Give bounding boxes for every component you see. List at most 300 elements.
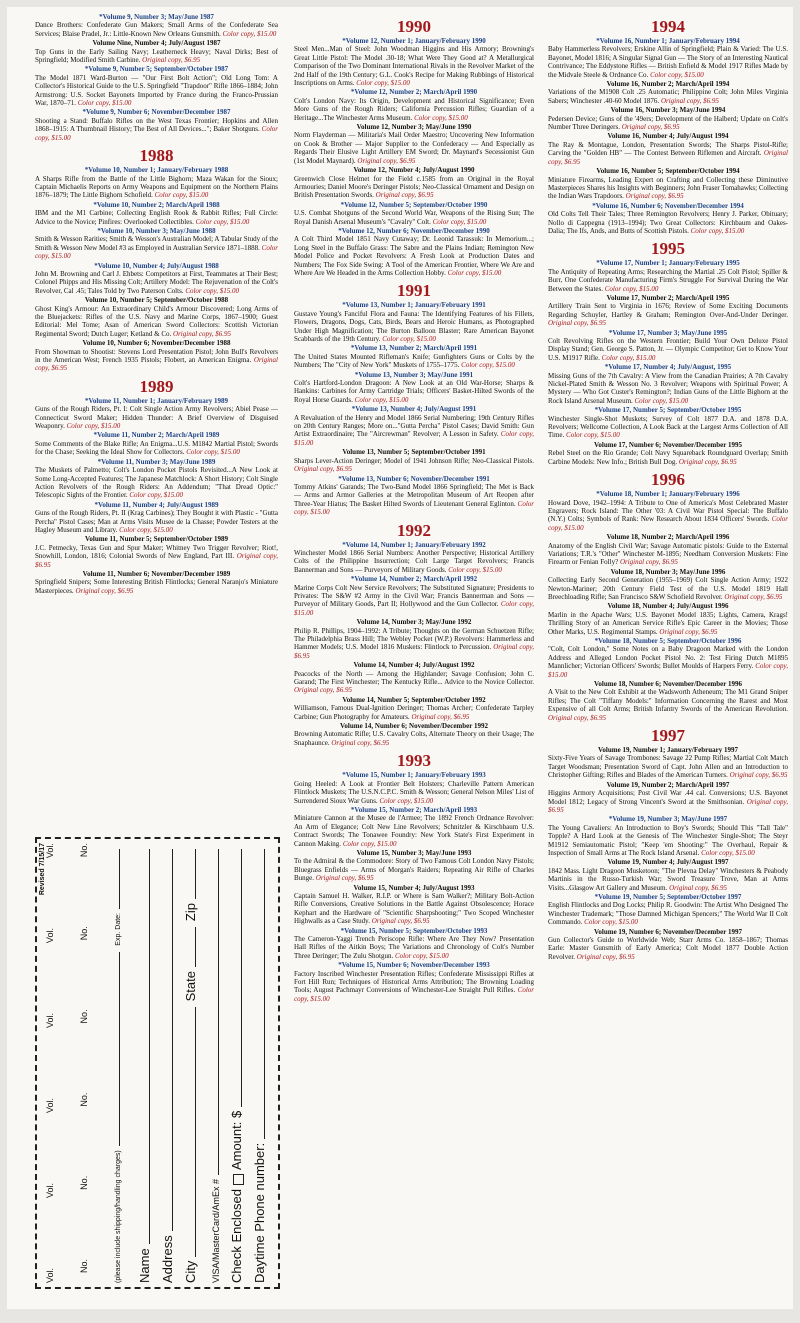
issue-entry — [294, 123, 534, 165]
copy-price: Original copy, $6.95 — [315, 874, 374, 883]
issue-heading: *Volume 9, Number 5; September/October 1987 — [84, 65, 229, 74]
name-field[interactable] — [135, 849, 150, 1244]
issue-contents — [294, 310, 534, 344]
copy-price: Color copy, $15.00 — [185, 286, 239, 295]
copy-price: Original copy, $6.95 — [142, 56, 201, 65]
issue-entry — [294, 201, 534, 226]
issue-heading: Volume 11, Number 5; September/October 1989 — [85, 535, 228, 544]
issue-contents — [548, 688, 788, 722]
copy-price: Original copy, $6.95 — [294, 643, 534, 660]
issue-contents — [294, 814, 534, 848]
issue-articles: Miniature Firearms, Leading Expert on Crafting and Collecting these Diminutive Masterpieces Shares his Insights with Beginners; John Fraser Tomahawks; Collecting the Indian Wars Trapdoors. — [548, 175, 788, 201]
copy-price: Original copy, $6.95 — [331, 738, 390, 747]
copy-price: Color copy, $15.00 — [186, 448, 240, 457]
issue-contents — [548, 824, 788, 858]
copy-price: Original copy, $6.95 — [375, 191, 434, 200]
state-label: State — [182, 971, 198, 1002]
issue-entry — [548, 602, 788, 636]
vol-no-rows — [45, 843, 89, 1283]
copy-price: Original copy, $6.95 — [678, 457, 737, 466]
issue-entry — [294, 541, 534, 575]
issue-entry — [294, 927, 534, 961]
copy-price: Color copy, $15.00 — [129, 491, 184, 500]
issue-contents — [548, 867, 788, 892]
issue-contents — [548, 372, 788, 406]
issue-articles: J.C. Petmecky, Texas Gun and Spur Maker; Whitney Two Trigger Revolver; Riot!, Snowhill, London, 1816; Colonial Swords of New England, Part III. — [35, 543, 278, 561]
issue-heading: Volume 14, Number 3; May/June 1992 — [356, 618, 472, 627]
issue-articles: Colt's Hartford-London Dragoon: A New Look at an Old War-Horse; Sharps & Hankins: Carbines for Army Cartridge Trials; Officers' Basket-Hilted Swords of the Royal Horse Guards. — [294, 379, 534, 404]
issue-contents — [35, 270, 278, 295]
issue-articles: Artillery Train Sent to Virginia in 1676; Review of Some Exciting Documents Regarding Schuyler, Hartley & Graham; Remington Over-And-Under Deringer. — [548, 302, 788, 319]
issue-articles: Captain Samuel H. Walker, R.I.P. or Where is Sam Walker?; Military Bolt-Action Rifle Conversions, Creative Solutions in the Battle Against Obsolescence; Horace Kephart and the Hardware of "Scientific Sharpshooting;" Two Scoped Winchester Highwalls as a Case Study. — [294, 891, 534, 926]
vol-label: Vol. — [44, 1013, 55, 1029]
issue-articles: Missing Guns of the 7th Cavalry: A View from the Canadian Prairies; A 7th Cavalry Nickel-Plated Smith & Wesson No. 3 Revolver; Weapons with Spiritual Power; A Mystery — Who Got Custer's Remington?; Indian Guns of the Little Bighorn at the Rock Island Arsenal Museum. — [548, 371, 788, 405]
issue-articles: Miniature Cannon at the Musee de l'Armee; The 1892 French Ordnance Revolver: An Arm of Elegance; Colt New Line Revolvers; Schnitzler & Kirschbaum U.S. Contract Swords; The Tonawee Foundry: New York State's First Experiment in Cannon Making. — [294, 814, 534, 848]
issue-heading: *Volume 17, Number 3; May/June 1995 — [608, 328, 728, 337]
copy-price: Color copy, $15.00 — [448, 565, 502, 574]
order-note: (please include shipping/handling charges) — [114, 1150, 122, 1283]
issue-entry — [294, 884, 534, 926]
copy-price: Original copy, $6.95 — [621, 123, 680, 132]
issue-articles: Springfield Snipers; Some Interesting British Flintlocks; General Naranjo's Miniature Masterpieces. — [35, 578, 278, 595]
copy-price: Original copy, $6.95 — [357, 156, 416, 165]
issue-heading: Volume 14, Number 5; September/October 1992 — [342, 695, 486, 704]
issue-articles: Variations of the M1908 Colt .25 Automatic; Philippine Colt; John Miles Virginia Sabers; Winchester .40-60 Model 1876. — [548, 88, 788, 105]
issue-contents — [294, 353, 534, 370]
issue-articles: Guns of the Rough Riders, Pt. I: Colt Single Action Army Revolvers; Abiel Pease — Connecticut Sword Maker; Hidden Thunder: A Brief Overview of Disguised Weaponry. — [35, 405, 278, 431]
issue-entry — [548, 132, 788, 166]
issue-articles: 1842 Mass. Light Dragoon Musketoon; "The Plevna Delay" Winchesters & Peabody Martinis in the Russo-Turkish War; Sword Treasure Trove, Man at Arms Visits...Glasgow Art Gallery and Museum. — [548, 866, 788, 892]
issue-entry — [294, 696, 534, 721]
issue-heading: *Volume 14, Number 1; January/February 1992 — [342, 540, 486, 549]
issue-heading: Volume 16, Number 5; September/October 1994 — [596, 167, 740, 176]
issue-articles: A Revaluation of the Henry and Model 1866 Serial Numbering; 19th Century Rifles on 20th Century Ranges; More on..."Gutta Percha" Pistol Cases; David Smith: Gun Artist Extraordinaire; The "Aircrewman" Revolver; A Lesson in Safety. — [294, 413, 534, 439]
city-field[interactable] — [181, 1007, 196, 1256]
copy-price: Color copy, $15.00 — [701, 848, 755, 857]
issue-contents — [35, 175, 278, 200]
no-label: No. — [78, 1258, 89, 1273]
issue-articles: Guns of the Rough Riders, Pt. II (Krag Carbines); They Bought it with Plastic - "Gutta Percha" Pistol Cases; Man at Arms Visits Musee de la Chasse; Powder Testers at the Hagley Museum and Library. — [35, 509, 278, 534]
issue-heading: *Volume 13, Number 4; July/August 1991 — [351, 405, 477, 414]
year-heading: 1993 — [397, 751, 431, 771]
issue-heading: *Volume 10, Number 3; May/June 1988 — [97, 226, 216, 235]
copy-price: Original copy, $6.95 — [724, 592, 783, 601]
issue-articles: The United States Mounted Rifleman's Knife; Gunfighters Guns or Colts by the Numbers; The "City of New York" Muskets of 1755–1775. — [294, 352, 534, 370]
issue-articles: Browning Automatic Rifle; U.S. Cavalry Colts, Alternate Theory on their Usage; The Snaphaunce. — [294, 730, 534, 747]
year-heading: 1992 — [397, 520, 431, 540]
issue-articles: A Visit to the New Colt Exhibit at the Wadsworth Atheneum; The M1 Grand Sniper Rifles; The Colt "Tiffany Models:" Information Concerning the Rarest and Most Expensive of all Colt Arms; British Infantry Swords of the American Revolution. — [548, 688, 788, 714]
issue-contents — [294, 970, 534, 1004]
issue-entry — [294, 166, 534, 200]
copy-price: Color copy, $15.00 — [604, 284, 659, 293]
phone-label: Daytime Phone number: — [251, 1142, 267, 1283]
issue-contents — [294, 209, 534, 226]
exp-date-field[interactable] — [105, 849, 120, 909]
issue-heading: *Volume 12, Number 6; November/December 1990 — [338, 226, 490, 235]
issue-articles: Shooting a Stand: Buffalo Rifles on the West Texas Frontier; Hopkins and Allen 1868–1915: A Thumbnail History; The Best of All Devices..."; Baker Shotguns. — [35, 116, 278, 134]
issue-entry — [548, 441, 788, 466]
copy-price: Color copy, $15.00 — [294, 499, 534, 517]
issue-contents — [294, 175, 534, 200]
issue-contents — [35, 235, 278, 260]
issue-contents — [35, 74, 278, 108]
issue-heading: *Volume 19, Number 3; May/June 1997 — [608, 815, 728, 824]
address-field[interactable] — [158, 849, 173, 1231]
issue-heading: Volume 19, Number 1; January/February 1997 — [598, 746, 738, 755]
issue-articles: Dance Brothers: Confederate Gun Makers; Small Arms of the Confederate Sea Services; Blaise Pradel, Jr.: Little-Known New Orleans Gunsmith. — [35, 21, 278, 38]
issue-entry — [548, 329, 788, 363]
issue-contents — [294, 379, 534, 404]
issue-contents — [35, 405, 278, 430]
copy-price: Color copy, $15.00 — [548, 515, 788, 532]
issue-entry — [35, 201, 278, 226]
name-label: Name — [136, 1248, 152, 1283]
issue-heading: *Volume 15, Number 5; September/October 1993 — [340, 926, 488, 935]
issue-articles: English Flintlocks and Dog Locks; Philip R. Goodwin: The Artist Who Designed The Winchester Trademark; "Those Damned Michigan Spencers;" The World War II Colt Commando. — [548, 901, 788, 927]
issue-articles: The Cameron-Yaggi Trench Periscope Rifle: Where Are They Now? Presentation Hall Rifles of the Aitkin Boys; The Variations and Chronology of Colt's Number Three Deringer; The Zulu Shotgun. — [294, 935, 534, 960]
issue-articles: John M. Browning and Carl J. Ehbets: Competitors at First, Teammates at Their Best; Colonel Phipps and His Missing Colt; Artillery Model: The Rejuvenation of the Colt's Revolver, Cal .45; Tales Told by Two Paterson Colts. — [35, 269, 278, 295]
issue-contents — [548, 210, 788, 235]
issue-heading: *Volume 17, Number 1; January/February 1995 — [596, 259, 740, 268]
issue-articles: Gun Collector's Guide to Worldwide Web; Starr Arms Co. 1858–1867; Thomas Earle: Master Gunsmith of Early America; Colt Model 1877 Double Action Revolver. — [548, 936, 788, 961]
issue-contents — [35, 21, 278, 38]
issue-contents — [548, 268, 788, 293]
issue-entry — [35, 108, 278, 142]
issue-heading: *Volume 10, Number 4; July/August 1988 — [94, 261, 219, 270]
issue-articles: Winchester Single-Shot Muskets; Survey of Colt 1877 D.A. and 1878 D.A. Revolvers; Wellcome Collection, A Look Back at the Largest Arms Collection of All Time. — [548, 414, 788, 440]
check-enclosed-label: Check Enclosed — [228, 1189, 244, 1283]
issue-articles: The Young Cavaliers: An Introduction to Boy's Swords; Should This "Tall Tale" Topple? A Hard Look at the Genesis of The Winchester Single-Shot; The Steyr M1912 Semiautomatic Pistol; "Keep 'em Shooting:" The Overhaul, Repair & Inspection of Small Arms at The Rock Island Arsenal. — [548, 823, 788, 857]
issue-entry — [35, 501, 278, 535]
issue-heading: *Volume 15, Number 6; November/December 1993 — [338, 961, 490, 970]
issue-entry — [548, 815, 788, 857]
zip-label: Zip — [182, 903, 198, 922]
issue-heading: Volume 10, Number 6; November/December 1988 — [82, 339, 231, 348]
issue-heading: *Volume 11, Number 3; May/June 1989 — [97, 457, 216, 466]
issue-entry — [294, 806, 534, 848]
issue-contents — [548, 576, 788, 601]
issue-entry — [294, 448, 534, 473]
vol-label: Vol. — [44, 1098, 55, 1114]
issue-heading: *Volume 12, Number 5; September/October 1990 — [340, 200, 488, 209]
issue-contents — [294, 857, 534, 882]
copy-price: Color copy, $15.00 — [394, 951, 449, 960]
issue-contents — [294, 414, 534, 448]
issue-entry — [294, 37, 534, 87]
issue-contents — [548, 302, 788, 327]
issue-heading: *Volume 13, Number 1; January/February 1991 — [342, 301, 486, 310]
issue-articles: The Model 1871 Ward-Burton — "Our First Bolt Action"; Old Long Tom: A Collector's Historical Guide to the U.S. Springfield "Trapdoor" Rifle 1866–1884; John Armstrong: U.S. Socket Bayonets Imported by France during the Franco-Prussian War, 1870–71. — [35, 73, 278, 108]
issue-contents — [35, 440, 278, 457]
copy-price: Original copy, $6.95 — [371, 917, 430, 926]
issue-heading: Volume 16, Number 4; July/August 1994 — [607, 132, 729, 141]
issue-contents — [548, 542, 788, 567]
issue-entry — [35, 296, 278, 338]
issue-entry — [294, 849, 534, 883]
issue-entry — [548, 363, 788, 405]
issue-contents — [294, 780, 534, 805]
amount-label: Amount: $ — [228, 1110, 244, 1171]
issue-heading: *Volume 18, Number 5; September/October 1996 — [594, 637, 742, 645]
issue-articles: Colt Revolving Rifles on the Western Frontier; Build Your Own Deluxe Pistol Display Stand; Gen. George S. Patton, Jr. — Olympic Competitor; Get to Know Your U.S. M1917 Rifle. — [548, 337, 788, 362]
issue-contents — [294, 627, 534, 661]
copy-price: Color copy, $15.00 — [601, 353, 656, 362]
year-heading: 1994 — [651, 17, 685, 36]
issue-heading: Volume 12, Number 3; May/June 1990 — [356, 123, 472, 132]
issue-entry — [548, 781, 788, 815]
year-heading: 1989 — [139, 376, 174, 396]
issue-entry — [548, 106, 788, 131]
copy-price: Original copy, $6.95 — [659, 627, 718, 636]
issue-heading: *Volume 11, Number 1; January/February 1989 — [84, 396, 229, 405]
issue-heading: Volume 17, Number 6; November/December 1995 — [593, 440, 742, 449]
issue-heading: *Volume 9, Number 6; November/December 1987 — [82, 108, 231, 117]
issue-contents — [548, 645, 788, 679]
issue-heading: Volume 10, Number 5; September/October 1988 — [84, 296, 229, 305]
issue-entry — [35, 13, 278, 38]
issue-articles: Philip R. Phillips, 1904–1992: A Tribute; Thoughts on the German Schuetzen Rifle; The Philadelphia Brass Hill; The Webley Pocket (W.P.) Revolvers: Hammerless and Hammer Models; U.S. Model 1816 Muskets: Flintlock to Percussion. — [294, 626, 534, 652]
copy-price: Color copy, $15.00 — [414, 113, 468, 122]
issue-contents — [294, 131, 534, 165]
amount-field[interactable] — [227, 849, 242, 1107]
copy-price: Original copy, $6.95 — [548, 149, 788, 166]
issue-entry — [294, 618, 534, 660]
issue-heading: Volume 19, Number 2; March/April 1997 — [606, 780, 730, 789]
copy-price: Color copy, $15.00 — [195, 217, 250, 226]
zip-field[interactable] — [181, 849, 196, 899]
issue-heading: Volume 19, Number 6; November/December 1997 — [593, 927, 742, 936]
issue-contents — [548, 176, 788, 201]
issue-contents — [35, 509, 278, 534]
issue-entry — [548, 490, 788, 532]
issue-heading: Volume Nine, Number 4; July/August 1987 — [92, 39, 221, 48]
issue-heading: *Volume 15, Number 2; March/April 1993 — [350, 805, 478, 814]
issue-contents — [35, 466, 278, 500]
issue-heading: *Volume 17, Number 5; September/October 1995 — [594, 406, 742, 415]
copy-price: Color copy, $15.00 — [356, 79, 410, 88]
issue-heading: *Volume 9, Number 3; May/June 1987 — [99, 13, 214, 21]
issue-articles: To the Admiral & the Commodore: Story of Two Famous Colt London Navy Pistols; Bluegrass Enfields — Arms of Morgan's Raiders; Repeating Air Rifle of Charles Bunge. — [294, 857, 534, 883]
issue-contents — [548, 45, 788, 79]
copy-price: Color copy, $15.00 — [634, 396, 689, 405]
issue-contents — [548, 901, 788, 926]
order-form — [35, 837, 280, 1289]
issue-articles: A Colt Third Model 1851 Navy Cutaway; Dr. Leonid Tarassuk: In Memorium...; Long Steel in the Buffalo Grass: The Sabre and the Plains Indian; Remington New Model Police and Pocket Revolvers: A Fresh Look at Production Dates and Numbers; The Fox Side Swing: A Tool of the American Frontier, Where We Are and Where Are We Headed in the Arms Collection Hobby. — [294, 235, 534, 277]
issue-articles: Collecting Early Second Generation (1955–1969) Colt Single Action Army; 1922 Newton-Mariner; 20th Century Field Test of the U.S. Model 1819 Hall Breechloading Rifle; San Francisco S&W Schofield Revolver. — [548, 576, 788, 601]
catalog-column-3 — [548, 13, 788, 1299]
issue-heading: Volume 18, Number 3; May/June 1996 — [610, 567, 726, 576]
issue-articles: Some Comments of the Blake Rifle; An Enigma...U.S. M1842 Martial Pistol; Swords for the Chase; Seeking the Ideal Show for Collectors. — [35, 439, 278, 457]
copy-price: Original copy, $6.95 — [548, 713, 606, 722]
check-enclosed-checkbox[interactable] — [233, 1174, 244, 1185]
issue-contents — [35, 578, 278, 595]
issue-heading: Volume 14, Number 4; July/August 1992 — [353, 661, 475, 670]
issue-heading: *Volume 17, Number 4; July/August, 1995 — [604, 363, 732, 372]
copy-price: Original copy, $6.95 — [411, 712, 470, 721]
issue-entry — [548, 858, 788, 892]
issue-articles: "Colt, Colt London," Some Notes on a Baby Dragoon Marked with the London Address and Alleged London Pocket Pistol No. 2: Test Firing Dutch M1895 Mannlicher; Victorian Officers' Swords; Bullet Moulds of Harpers Ferry. — [548, 645, 788, 671]
issue-entry — [35, 397, 278, 431]
issue-contents — [548, 499, 788, 533]
issue-entry — [294, 475, 534, 517]
issue-articles: IBM and the M1 Carbine; Collecting English Rook & Rabbit Rifles; Full Circle: Advice to the Novice; Pinfires: Overlooked Collectibles. — [35, 209, 278, 226]
issue-articles: Winchester Model 1866 Serial Numbers: Another Perspective; Historical Artillery Colts of the Philippine Insurrection; Colt Large Target Revolvers; Francis Bannerman and Sons — Purveyors of Military Goods. — [294, 548, 534, 574]
issue-articles: Factory Inscribed Winchester Presentation Rifles; Confederate Mississippi Rifles at Fort Hill Run; Techniques of Historical Arms Attribution; The Browning Loading Tools; August Pachmayr Conversions of Winchester-Lee Straight Pull Rifles. — [294, 969, 534, 995]
copy-price: Original copy, $6.95 — [576, 952, 635, 961]
issue-entry — [294, 661, 534, 695]
copy-price: Color copy, $15.00 — [584, 918, 638, 927]
city-label: City — [182, 1260, 198, 1283]
catalog-column-2 — [294, 13, 534, 1299]
issue-articles: From Showman to Shootist: Stevens Lord Presentation Pistol; John Bull's Revolvers in the American West; French 1935 Pistols; Flobert, an American Enigma. — [35, 347, 278, 365]
issue-heading: Volume 17, Number 2; March/April 1995 — [606, 293, 730, 302]
issue-heading: *Volume 15, Number 1; January/February 1993 — [342, 771, 486, 780]
issue-articles: Peacocks of the North — Among the Highlander; Savage Confusion; John C. Garand; The First Winchester; The Kentucky Rifle... Advice to the Novice Collector. — [294, 669, 534, 687]
copy-price: Color copy, $15.00 — [294, 430, 534, 447]
issue-contents — [548, 88, 788, 105]
issue-entry — [548, 294, 788, 328]
copy-price: Original copy, $6.95 — [294, 465, 352, 474]
issue-contents — [548, 141, 788, 166]
issue-articles: Smith & Wesson Rarities; Smith & Wesson's Australian Model; A Tabular Study of the Smith & Wesson New Model #3 as Employed in Australian Service 1871–1888. — [35, 235, 278, 252]
issue-contents — [294, 730, 534, 747]
issue-heading: *Volume 11, Number 4; July/August 1989 — [94, 500, 219, 509]
copy-price: Color copy, $15.00 — [690, 226, 745, 235]
no-label: No. — [78, 1092, 89, 1107]
copy-price: Color copy, $15.00 — [35, 243, 278, 261]
copy-price: Original copy, $6.95 — [35, 552, 278, 569]
issue-heading: *Volume 11, Number 2; March/April 1989 — [93, 431, 220, 440]
issue-contents — [35, 48, 278, 65]
issue-heading: *Volume 13, Number 6; November/December 1991 — [338, 474, 490, 483]
issue-heading: Volume 19, Number 4; July/August 1997 — [607, 858, 729, 867]
issue-entry — [548, 746, 788, 780]
year-heading: 1990 — [397, 17, 431, 36]
issue-heading: Volume 13, Number 5; September/October 1991 — [342, 448, 486, 457]
copy-price: Original copy, $6.95 — [669, 883, 728, 892]
year-heading: 1988 — [139, 146, 174, 166]
issue-heading: *Volume 10, Number 2; March/April 1988 — [93, 200, 220, 209]
issue-articles: Going Heeled: A Look at Frontier Belt Holsters; Charleville Pattern American Flintlock Muskets; The U.S.N.C.P.C. Smith & Wesson; General Nelson Miles' List of Surrendered Sioux War Guns. — [294, 779, 534, 805]
issue-entry — [548, 680, 788, 722]
issue-contents — [294, 45, 534, 87]
issue-articles: Howard Dove, 1942–1994: A Tribute to One of America's Most Celebrated Master Engravers; Rock Island: The Other '03: A Civil War Pistol Special: The Buffalo (N.Y.) Colts; Symbols of Rank: New Research About 1834 Officers' Swords. — [548, 498, 788, 524]
copy-price: Original copy, $6.95 — [75, 586, 134, 595]
card-field[interactable] — [204, 849, 219, 1175]
issue-heading: *Volume 16, Number 6; November/December 1994 — [592, 201, 744, 210]
issue-entry — [548, 928, 788, 962]
copy-price: Color copy, $15.00 — [66, 422, 121, 431]
issue-contents — [548, 449, 788, 466]
issue-heading: Volume 12, Number 4; July/August 1990 — [353, 166, 475, 175]
issue-entry — [294, 88, 534, 122]
year-heading: 1995 — [651, 239, 685, 259]
issue-heading: Volume 14, Number 6; November/December 1992 — [339, 722, 488, 731]
issue-entry — [294, 344, 534, 369]
issue-articles: Baby Hammerless Revolvers; Erskine Allin of Springfield; Plain & Varied: The U.S. Bayonet, Model 1816; A Singular Signal Gun — The Story of an Interesting Nautical Contrivance; The Eddystone Rifles — British Enfield & Model 1917 Rifles Made by the Midvale Steele & Ordnance Co. — [548, 45, 788, 79]
issue-heading: *Volume 16, Number 1; January/February 1994 — [596, 37, 740, 45]
issue-articles: The Muskets of Palmetto; Colt's London Pocket Pistols Revisited...A New Look at Some Long-Accepted Features; The Japanese Matchlock: A Short History; Colt Single Action Revolvers of the Rough Riders: An Addendum; "That Dread Optic:" Telescopic Sights of the Frontier. — [35, 466, 278, 500]
issue-entry — [35, 65, 278, 107]
issue-heading: *Volume 13, Number 2; March/April 1991 — [350, 344, 478, 353]
copy-price: Original copy, $6.95 — [619, 558, 678, 567]
issue-articles: A Sharps Rifle from the Battle of the Little Bighorn; Maza Wakan for the Sioux; Captain Michaelis Reports on Army Weapons and Equipment on the Northern Plains 1876–1879; The Little Bighorn Schofield. — [35, 174, 278, 200]
issue-entry — [294, 961, 534, 1003]
copy-price: Original copy, $6.95 — [173, 329, 231, 338]
issue-entry — [548, 893, 788, 927]
issue-entry — [294, 227, 534, 277]
issue-contents — [294, 704, 534, 721]
issue-articles: Norm Flayderman — Militaria's Mail Order Maestro; Uncovering New Information on Cook & Brother — Major Supplier to the Confederacy — And Especially as Regards Their Elusive Light Artillery EM Sword; Dr. Maynard's Secessionist Gun (1st Model Maynard). — [294, 131, 534, 165]
issue-entry — [294, 771, 534, 805]
issue-entry — [35, 166, 278, 200]
state-field[interactable] — [181, 927, 196, 967]
issue-entry — [548, 406, 788, 440]
issue-contents — [294, 584, 534, 618]
issue-contents — [35, 348, 278, 373]
issue-heading: *Volume 12, Number 1; January/February 1990 — [342, 37, 486, 45]
issue-articles: Steel Men...Man of Steel: John Woodman Higgins and His Armory; Browning's Great Little Pistol: The Model .30-18; What Were They Good at? A Metallurgical Comparison of the Two Dominant International Rivals in the Revolver Market of the 2nd Half of the 19th Century; G.L. Cook's Recipe for Making Rubbings of Historical Inscriptions on Arms. — [294, 45, 534, 88]
issue-entry — [35, 535, 278, 569]
issue-entry — [35, 262, 278, 296]
no-label: No. — [78, 1009, 89, 1024]
issue-articles: Sharps Lever-Action Deringer; Model of 1941 Johnson Rifle; Neo-Classical Pistols. — [294, 456, 534, 465]
copy-price: Original copy, $6.95 — [35, 356, 278, 373]
issue-contents — [294, 549, 534, 574]
issue-articles: Marlin in the Apache Wars; U.S. Bayonet Model 1835; Lights, Camera, Krags! Thrilling Story of an American Service Rifle's Epic Career in the Movies; Those Other Marks, U.S. Regimental Stamps. — [548, 610, 788, 636]
issue-heading: Volume 15, Number 4; July/August 1993 — [353, 883, 475, 892]
order-form-rotated — [38, 843, 273, 1283]
issue-entry — [35, 570, 278, 595]
issue-articles: Colt's London Navy: Its Origin, Development and Historical Significance; Even More Guns of the Rough Riders; California Percussion Rifles; Guardian of a Heritage...The Winchester Arms Museum. — [294, 96, 534, 122]
issue-contents — [548, 115, 788, 132]
catalog-column-1 — [35, 13, 278, 828]
issue-articles: Pedersen Device; Guns of the '49ers; Development of the Halberd; Update on Colt's Number Three Deringers. — [548, 114, 788, 132]
issue-heading: *Volume 19, Number 5; September/October 1997 — [594, 892, 742, 901]
copy-price: Original copy, $6.95 — [660, 96, 719, 105]
issue-articles: Marine Corps Colt New Service Revolvers; The Substituted Signature; Presidents to Privates: The S&W #2 Army in the Civil War; Francis Bannerman and Sons — Purveyor of Military Goods, Part II; Hollywood and the Gun Collector. — [294, 583, 534, 609]
address-label: Address — [159, 1235, 175, 1283]
card-label: VISA/MasterCard/AmEx # — [210, 1178, 221, 1283]
copy-price: Color copy, $15.00 — [77, 99, 132, 108]
issue-heading: *Volume 14, Number 2; March/April 1992 — [350, 575, 478, 584]
issue-heading: *Volume 13, Number 3; May/June 1991 — [354, 370, 474, 379]
issue-heading: *Volume 18, Number 1; January/February 1996 — [596, 490, 740, 499]
issue-contents — [35, 209, 278, 226]
issue-contents — [294, 483, 534, 517]
issue-heading: Volume 16, Number 2; March/April 1994 — [606, 80, 730, 89]
no-label: No. — [78, 926, 89, 941]
issue-heading: Volume 15, Number 3; May/June 1993 — [356, 848, 472, 857]
issue-contents — [35, 117, 278, 142]
phone-field[interactable] — [250, 849, 265, 1139]
copy-price: Original copy, $6.95 — [729, 771, 788, 780]
catalog-page — [7, 7, 793, 1309]
issue-contents — [548, 337, 788, 362]
copy-price: Color copy, $15.00 — [650, 70, 704, 79]
issue-entry — [294, 301, 534, 343]
issue-entry — [294, 722, 534, 747]
year-heading: 1997 — [651, 726, 685, 746]
issue-contents — [548, 936, 788, 961]
issue-contents — [548, 789, 788, 814]
issue-contents — [294, 457, 534, 474]
issue-contents — [35, 305, 278, 339]
vol-entry-line[interactable] — [105, 952, 120, 1147]
issue-contents — [294, 97, 534, 122]
issue-articles: Greenwich Close Helmet for the Field c.1585 from an Original in the Royal Armouries; Daniel Moore's Deringer Pistols; Neo-Classical Ornament and Design on British Presentation Swords. — [294, 174, 534, 200]
issue-articles: The Antiquity of Repeating Arms; Researching the Martial .25 Colt Pistol; Spiller & Burr, One Confederate Manufacturing Firm's Struggle For Survival During the War Between the States. — [548, 267, 788, 293]
